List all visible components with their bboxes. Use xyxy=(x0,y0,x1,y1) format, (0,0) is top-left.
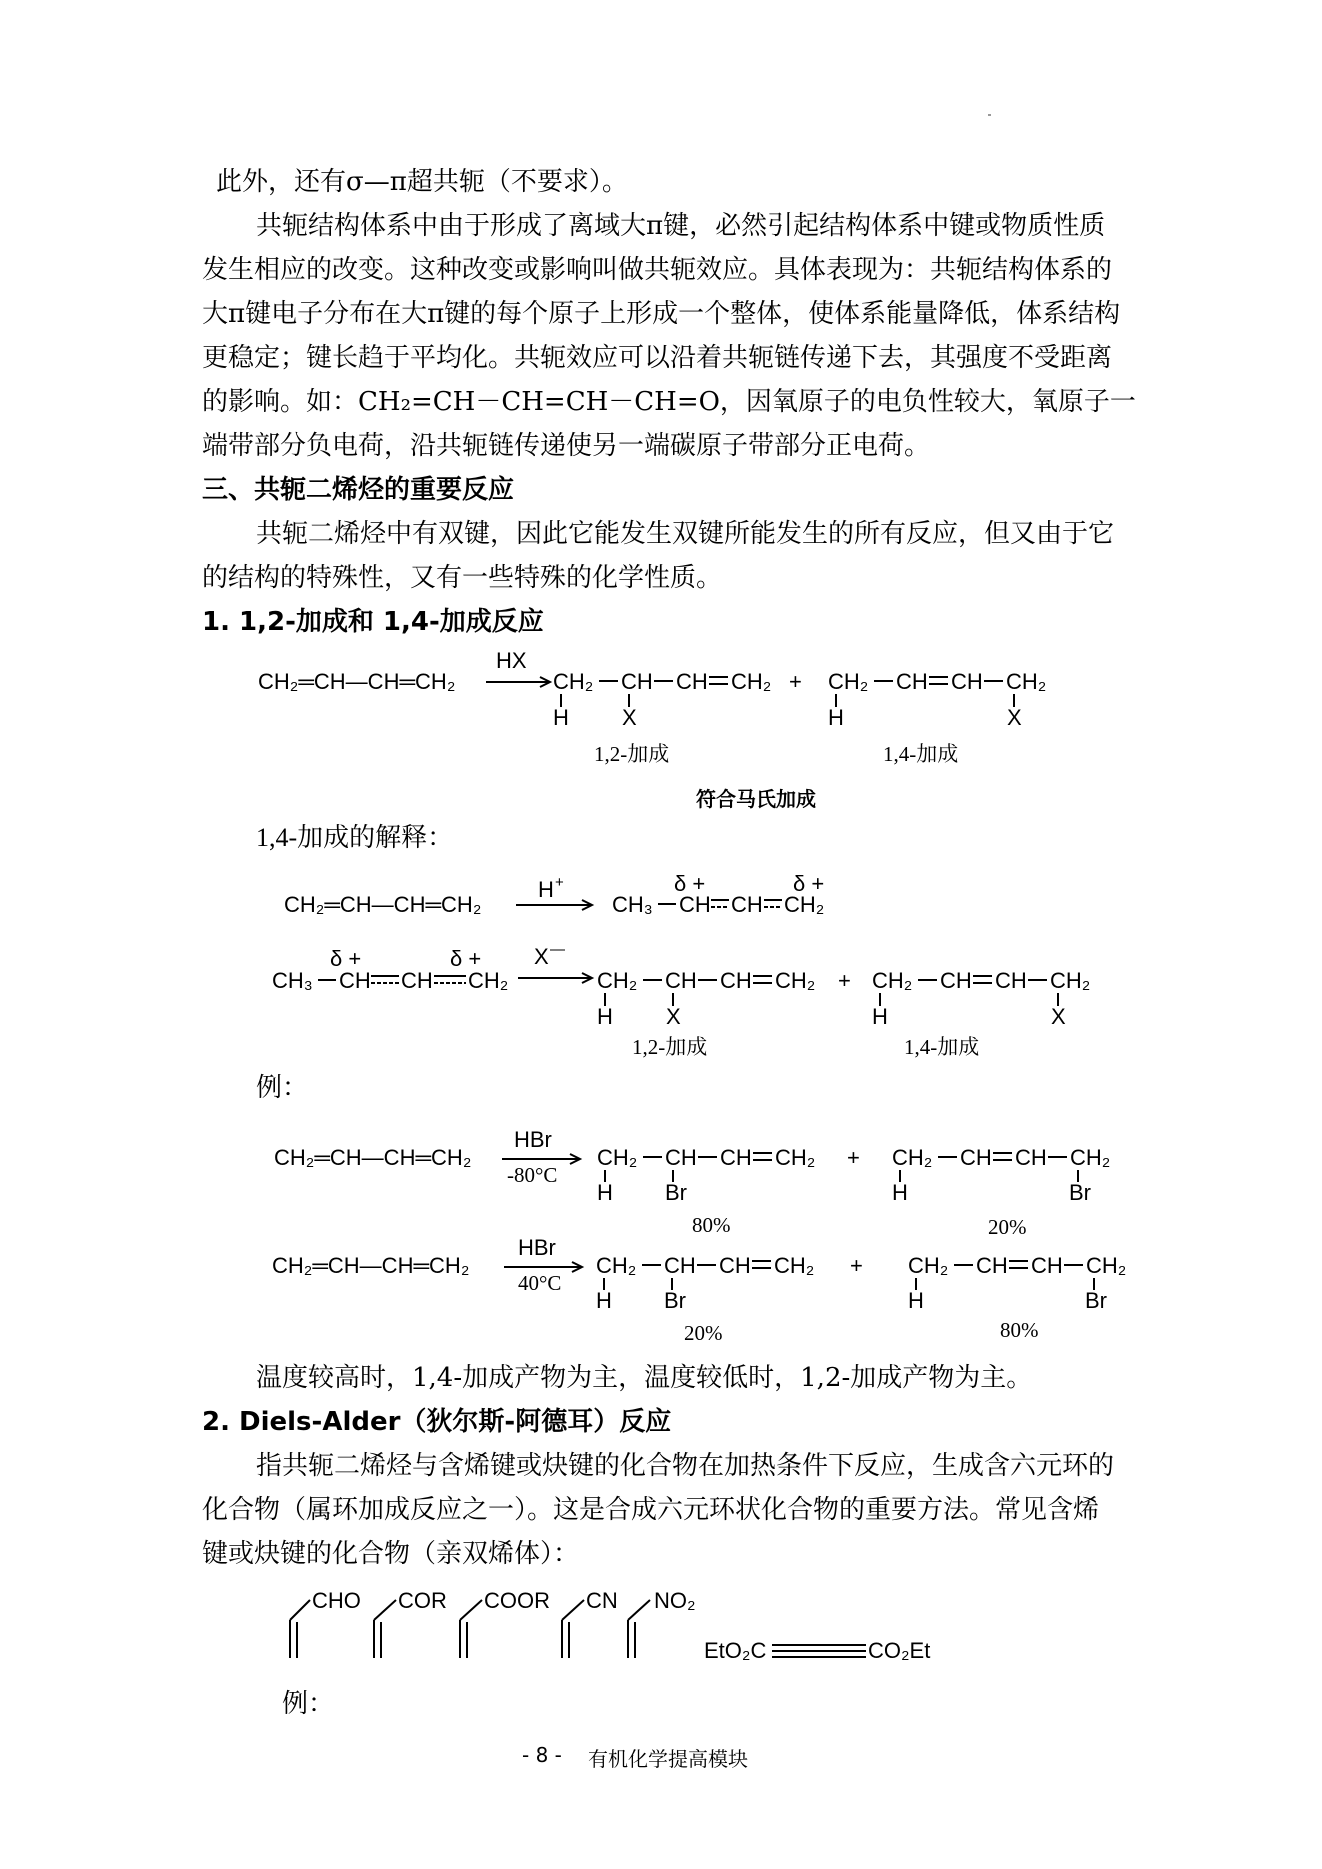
page-number: - 8 - xyxy=(522,1743,562,1767)
label-14-addition: 1,4-加成 xyxy=(883,742,959,766)
dienophile-alkyne-diester xyxy=(704,1638,930,1663)
sub-x: X xyxy=(666,1004,681,1029)
product14-ch: CH xyxy=(976,1253,1008,1278)
alkyne-right-group: CO₂Et xyxy=(868,1638,931,1663)
label-12-addition: 1,2-加成 xyxy=(594,742,670,766)
temperature-label: 40°C xyxy=(518,1271,562,1295)
product14-ch: CH xyxy=(951,669,983,694)
text-line: 键或炔键的化合物（亲双烯体）： xyxy=(202,1539,580,1569)
charge-plus: + xyxy=(555,874,564,891)
explanation-label: 1,4-加成的解释： xyxy=(256,823,454,852)
product12-ch: CH xyxy=(664,1253,696,1278)
product12-ch2: CH₂ xyxy=(775,1145,816,1170)
product12-ch: CH xyxy=(676,669,708,694)
sub-h: H xyxy=(892,1180,908,1205)
product14-ch: CH xyxy=(1031,1253,1063,1278)
cation-ch2: CH₂ xyxy=(468,968,509,993)
product12-ch: CH xyxy=(621,669,653,694)
cation-ch3: CH₃ xyxy=(612,892,653,917)
product14-ch: CH xyxy=(960,1145,992,1170)
markovnikov-note: 符合马氏加成 xyxy=(696,787,816,811)
sub-h: H xyxy=(597,1180,613,1205)
product12-ch2: CH₂ xyxy=(596,1253,637,1278)
group-coor: COOR xyxy=(484,1588,550,1613)
group-cor: COR xyxy=(398,1588,447,1613)
product14-ch: CH xyxy=(995,968,1027,993)
product12-ch2: CH₂ xyxy=(775,968,816,993)
text-line: 化合物（属环加成反应之一）。这是合成六元环状化合物的重要方法。常见含烯 xyxy=(202,1495,1100,1525)
product14-ch: CH xyxy=(1015,1145,1047,1170)
dienophile-ketone xyxy=(374,1588,447,1658)
yield-14: 80% xyxy=(1000,1318,1039,1342)
product12-ch2: CH₂ xyxy=(597,968,638,993)
partial-charge: δ + xyxy=(450,946,482,971)
group-no2: NO₂ xyxy=(654,1588,696,1613)
cation-ch: CH xyxy=(401,968,433,993)
product12-ch: CH xyxy=(720,968,752,993)
example-label: 例： xyxy=(282,1689,335,1719)
product12-ch2: CH₂ xyxy=(731,669,772,694)
sub-x: X xyxy=(1007,705,1022,730)
dienophile-nitro xyxy=(628,1588,696,1658)
text-line: 共轭结构体系中由于形成了离域大π键，必然引起结构体系中键或物质性质 xyxy=(256,211,1106,241)
text-line: 更稳定；键长趋于平均化。共轭效应可以沿着共轭链传递下去，其强度不受距离 xyxy=(202,343,1113,373)
reagent-hbr: HBr xyxy=(518,1235,556,1260)
group-cho: CHO xyxy=(312,1588,361,1613)
product14-ch: CH xyxy=(896,669,928,694)
product14-ch2: CH₂ xyxy=(1086,1253,1127,1278)
section-heading: 三、共轭二烯烃的重要反应 xyxy=(202,475,515,505)
sub-h: H xyxy=(553,705,569,730)
product12-ch2: CH₂ xyxy=(774,1253,815,1278)
reactant-diene: CH₂═CH—CH═CH₂ xyxy=(258,669,456,694)
subsection-heading: 2. Diels-Alder（狄尔斯-阿德耳）反应 xyxy=(202,1407,672,1437)
cation-ch: CH xyxy=(731,892,763,917)
product12-ch2: CH₂ xyxy=(553,669,594,694)
plus-sign: + xyxy=(850,1253,863,1278)
reactant-diene: CH₂═CH—CH═CH₂ xyxy=(284,892,482,917)
plus-sign: + xyxy=(838,968,851,993)
sub-h: H xyxy=(828,705,844,730)
group-cn: CN xyxy=(586,1588,618,1613)
product14-ch2: CH₂ xyxy=(1070,1145,1111,1170)
sub-br: Br xyxy=(665,1180,687,1205)
product12-ch: CH xyxy=(720,1145,752,1170)
product12-ch: CH xyxy=(665,1145,697,1170)
subsection-heading: 1. 1,2-加成和 1,4-加成反应 xyxy=(202,607,544,637)
text-line: 发生相应的改变。这种改变或影响叫做共轭效应。具体表现为：共轭结构体系的 xyxy=(202,255,1113,285)
cation-ch: CH xyxy=(339,968,371,993)
alkyne-left-group: EtO₂C xyxy=(704,1638,767,1663)
plus-sign: + xyxy=(789,669,802,694)
reagent-hbr: HBr xyxy=(514,1127,552,1152)
sub-h: H xyxy=(908,1288,924,1313)
product14-ch2: CH₂ xyxy=(908,1253,949,1278)
text-line: 的影响。如：CH₂=CH－CH=CH－CH=O，因氧原子的电负性较大，氧原子一 xyxy=(202,387,1136,417)
footer-title: 有机化学提高模块 xyxy=(588,1747,748,1771)
label-12-addition: 1,2-加成 xyxy=(632,1035,708,1059)
sub-h: H xyxy=(597,1004,613,1029)
partial-charge: δ + xyxy=(793,871,825,896)
reactant-diene: CH₂═CH—CH═CH₂ xyxy=(272,1253,470,1278)
sub-x: X xyxy=(622,705,637,730)
product12-ch: CH xyxy=(665,968,697,993)
partial-charge: δ + xyxy=(330,946,362,971)
sub-br: Br xyxy=(664,1288,686,1313)
reagent-xminus: X xyxy=(534,944,549,969)
text-line: 的结构的特殊性，又有一些特殊的化学性质。 xyxy=(202,563,723,593)
temperature-label: -80°C xyxy=(507,1163,558,1187)
example-label: 例： xyxy=(256,1073,309,1102)
text-line: 共轭二烯烃中有双键，因此它能发生双键所能发生的所有反应，但又由于它 xyxy=(256,519,1115,549)
label-14-addition: 1,4-加成 xyxy=(904,1035,980,1059)
product14-ch2: CH₂ xyxy=(828,669,869,694)
dienophile-nitrile xyxy=(562,1588,618,1658)
sub-x: X xyxy=(1051,1004,1066,1029)
product12-ch: CH xyxy=(719,1253,751,1278)
sub-h: H xyxy=(872,1004,888,1029)
reactant-diene: CH₂═CH—CH═CH₂ xyxy=(274,1145,472,1170)
yield-12: 80% xyxy=(692,1213,731,1237)
cation-ch3: CH₃ xyxy=(272,968,313,993)
text-line: 端带部分负电荷，沿共轭链传递使另一端碳原子带部分正电荷。 xyxy=(202,431,931,461)
conclusion-line: 温度较高时，1,4-加成产物为主，温度较低时，1,2-加成产物为主。 xyxy=(256,1363,1033,1393)
text-line: 此外，还有σ—π超共轭（不要求）。 xyxy=(216,167,628,197)
reagent-hplus: H xyxy=(538,877,554,902)
partial-charge: δ + xyxy=(674,871,706,896)
plus-sign: + xyxy=(847,1145,860,1170)
product14-ch2: CH₂ xyxy=(892,1145,933,1170)
product12-ch2: CH₂ xyxy=(597,1145,638,1170)
dienophile-acrolein xyxy=(290,1588,361,1658)
product14-ch2: CH₂ xyxy=(1050,968,1091,993)
yield-14: 20% xyxy=(988,1215,1027,1239)
product14-ch: CH xyxy=(940,968,972,993)
sub-br: Br xyxy=(1069,1180,1091,1205)
yield-12: 20% xyxy=(684,1321,723,1345)
cation-ch2: CH₂ xyxy=(784,892,825,917)
cation-ch: CH xyxy=(679,892,711,917)
charge-minus: — xyxy=(550,941,565,958)
reagent-hx: HX xyxy=(496,648,527,673)
text-line: 大π键电子分布在大π键的每个原子上形成一个整体，使体系能量降低，体系结构 xyxy=(202,299,1121,329)
text-line: 指共轭二烯烃与含烯键或炔键的化合物在加热条件下反应，生成含六元环的 xyxy=(256,1451,1115,1481)
dienophile-ester xyxy=(460,1588,550,1658)
product14-ch2: CH₂ xyxy=(1006,669,1047,694)
sub-h: H xyxy=(596,1288,612,1313)
sub-br: Br xyxy=(1085,1288,1107,1313)
product14-ch2: CH₂ xyxy=(872,968,913,993)
